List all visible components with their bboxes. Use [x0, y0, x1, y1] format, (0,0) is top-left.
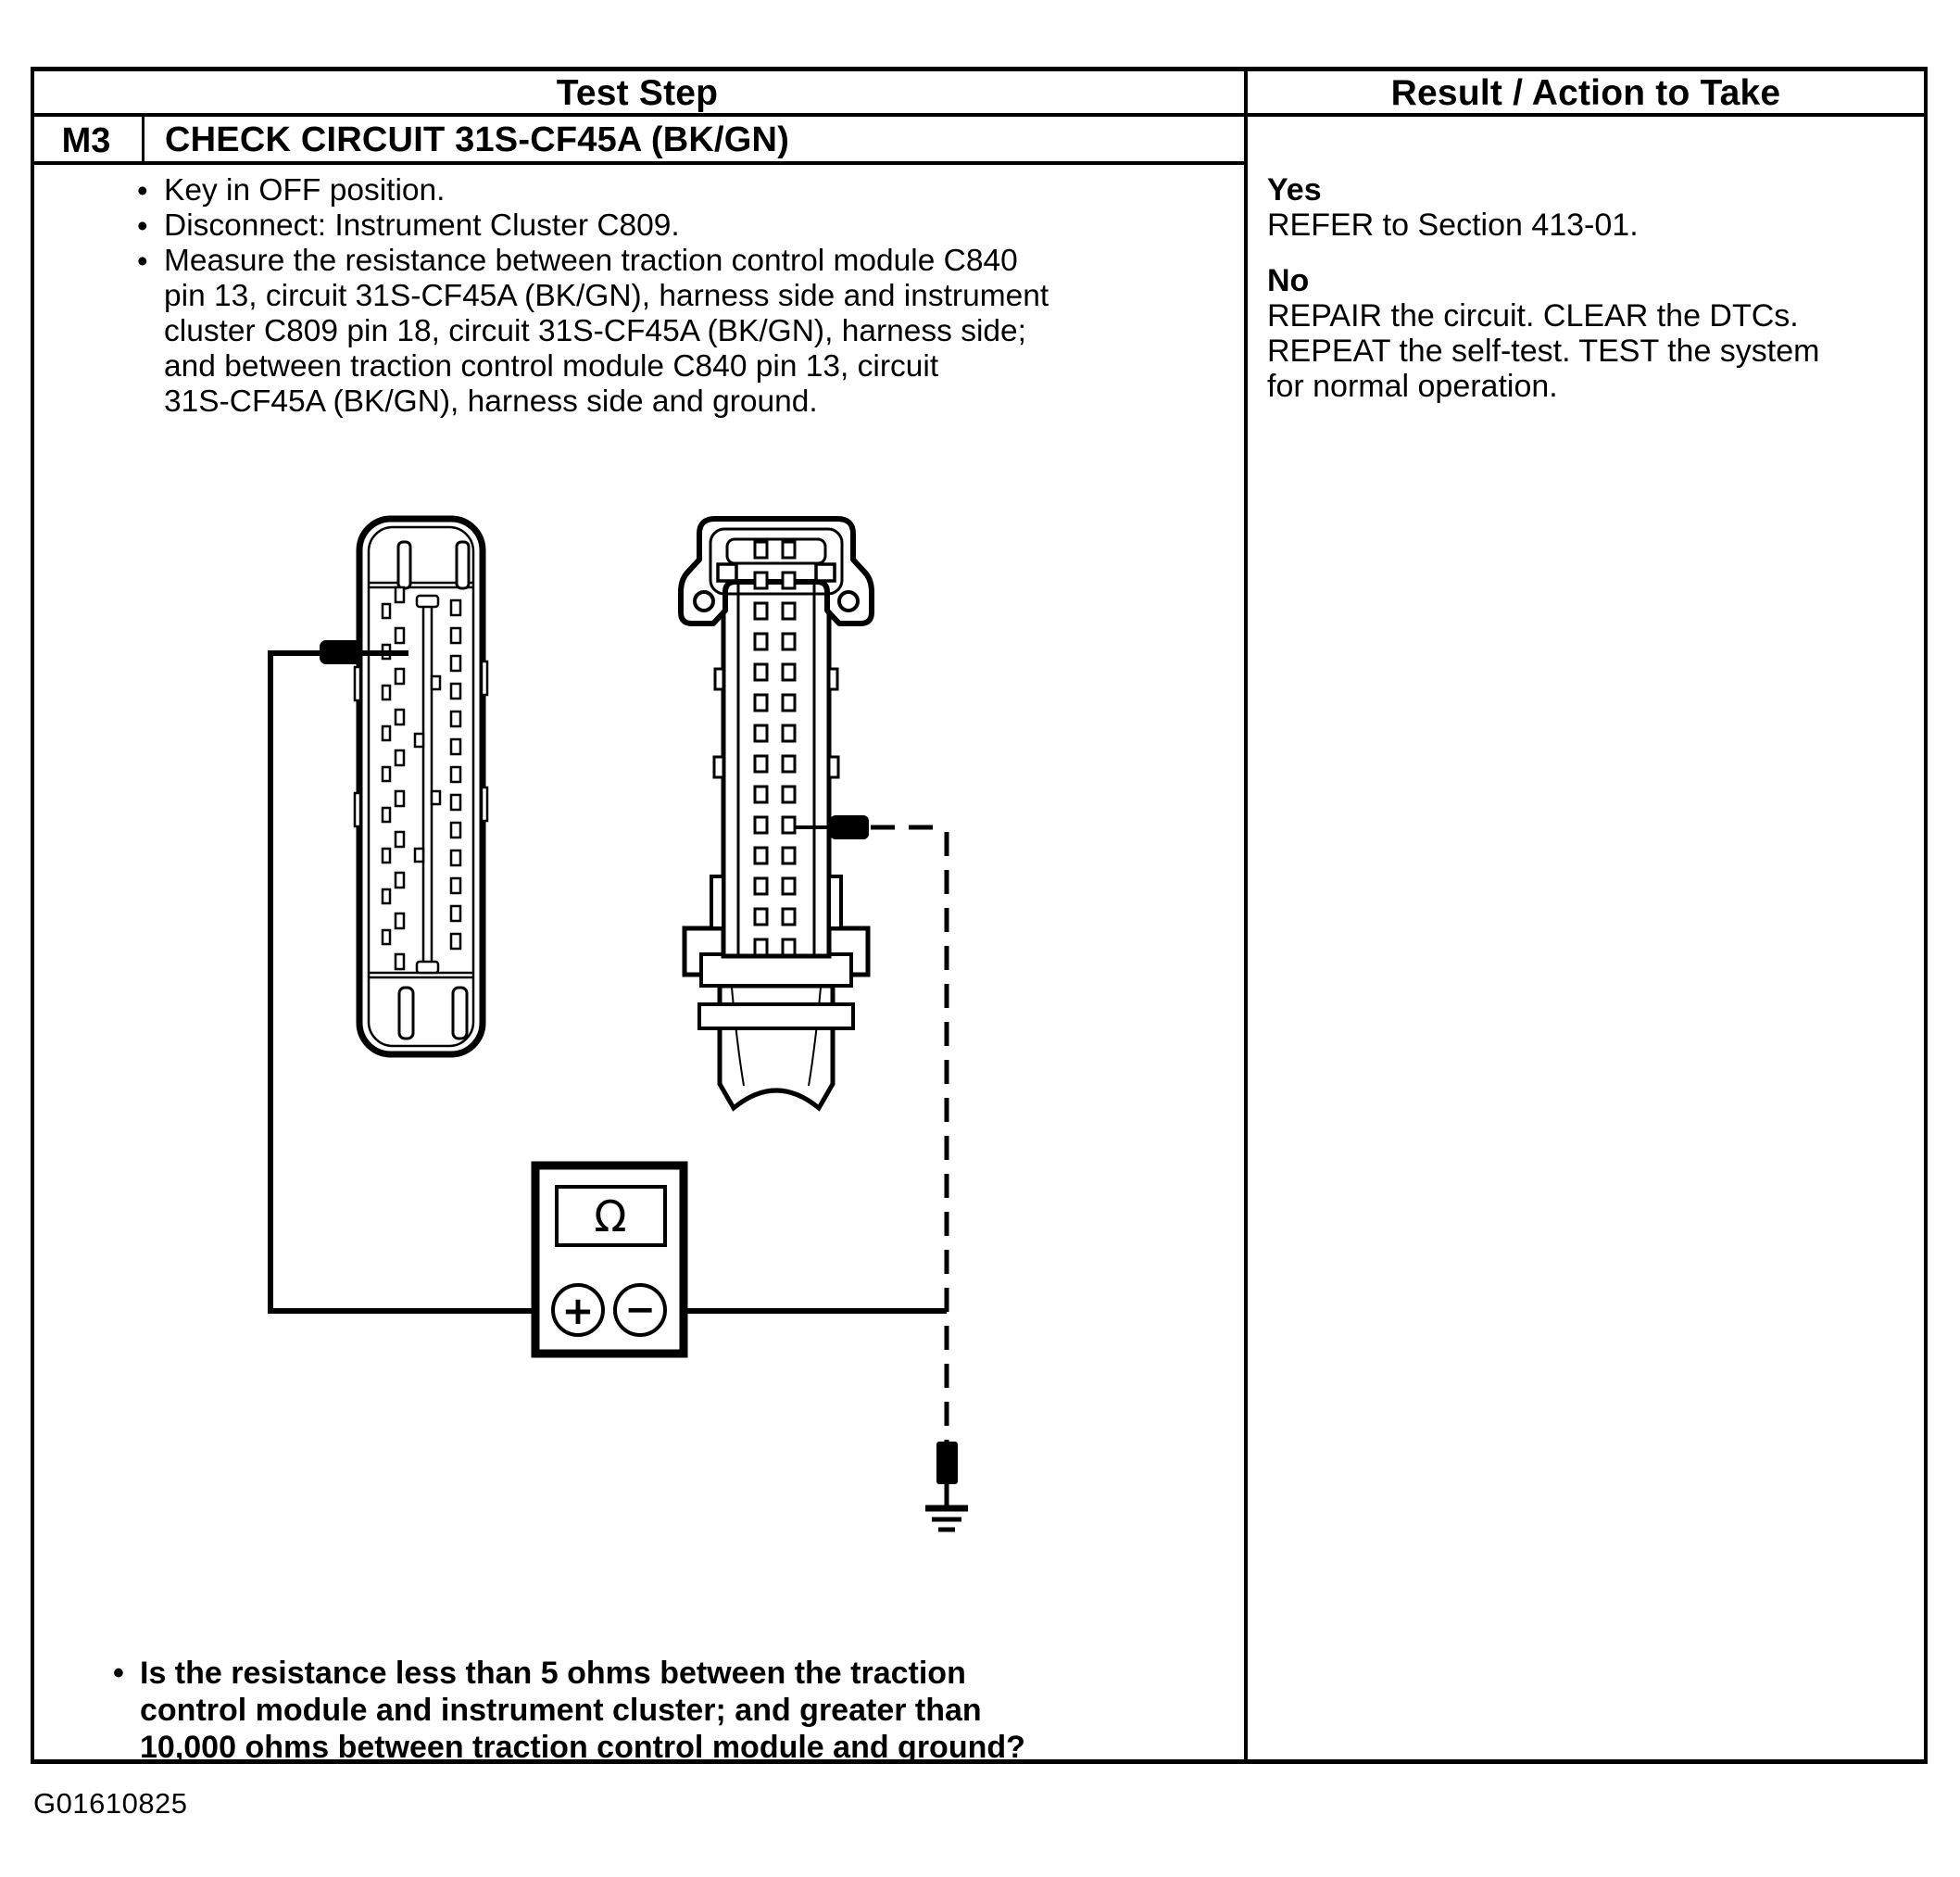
right-connector-lower-flange [699, 1004, 853, 1028]
figure-id: G01610825 [33, 1787, 188, 1820]
ohmmeter [535, 1165, 684, 1354]
step-title: CHECK CIRCUIT 31S-CF45A (BK/GN) [165, 120, 790, 159]
instruction-item: • Disconnect: Instrument Cluster C809. [135, 208, 1228, 244]
left-connector-bottom-slot [399, 988, 413, 1039]
right-connector-side-tab [715, 669, 723, 689]
mounting-ear-hole [695, 592, 713, 611]
instruction-line: • Measure the resistance between traction control module C840 [164, 244, 1018, 278]
column-header-result-action: Result / Action to Take [1390, 73, 1781, 113]
instruction-line: pin 13, circuit 31S-CF45A (BK/GN), harness side and instrument [164, 279, 1049, 313]
left-connector-side-notch [355, 793, 360, 826]
right-connector-side-tab [829, 757, 838, 777]
instruction-item: • Key in OFF position. [135, 173, 1228, 208]
instruction-line: 31S-CF45A (BK/GN), harness side and ground. [164, 384, 818, 419]
right-connector-side-tab [711, 876, 723, 928]
right-connector-side-tab [829, 669, 837, 689]
result-yes-label: Yes [1267, 172, 1322, 208]
mounting-ear-hole [839, 592, 858, 611]
negative-probe [830, 815, 869, 839]
result-no-label: No [1267, 263, 1310, 298]
left-connector-bottom-slot [453, 988, 467, 1039]
left-connector-side-notch [482, 787, 487, 821]
right-connector [681, 519, 872, 1108]
step-id: M3 [61, 121, 111, 160]
ground-probe-tip [936, 1442, 958, 1484]
question-line: control module and instrument cluster; and greater than [140, 1693, 982, 1728]
left-connector-side-notch [355, 667, 360, 700]
result-no-action-line: REPAIR the circuit. CLEAR the DTCs. [1267, 298, 1799, 334]
right-connector-side-tab [714, 757, 723, 777]
instruction-line: cluster C809 pin 18, circuit 31S-CF45A (BK/GN), harness side; [164, 314, 1026, 348]
ground-symbol [925, 1442, 968, 1530]
right-connector-collar [701, 954, 851, 986]
result-no-action-line: REPEAT the self-test. TEST the system [1267, 334, 1820, 369]
left-connector [355, 519, 487, 1054]
positive-probe [320, 640, 362, 664]
question-line: 10,000 ohms between traction control module and ground? [140, 1730, 1025, 1765]
column-header-test-step: Test Step [556, 73, 719, 113]
left-connector-top-slot [457, 542, 469, 588]
ohm-symbol: Ω [594, 1191, 627, 1241]
instruction-line: and between traction control module C840 pin 13, circuit [164, 349, 939, 384]
left-connector-side-notch [482, 661, 487, 695]
result-yes-action: REFER to Section 413-01. [1267, 208, 1639, 243]
positive-terminal-label: + [561, 1288, 595, 1333]
question-line: • Is the resistance less than 5 ohms between the traction [140, 1656, 966, 1691]
negative-terminal-label: − [624, 1289, 656, 1331]
right-connector-side-tab [829, 876, 841, 928]
left-connector-top-slot [398, 542, 410, 588]
result-no-action-line: for normal operation. [1267, 369, 1558, 404]
